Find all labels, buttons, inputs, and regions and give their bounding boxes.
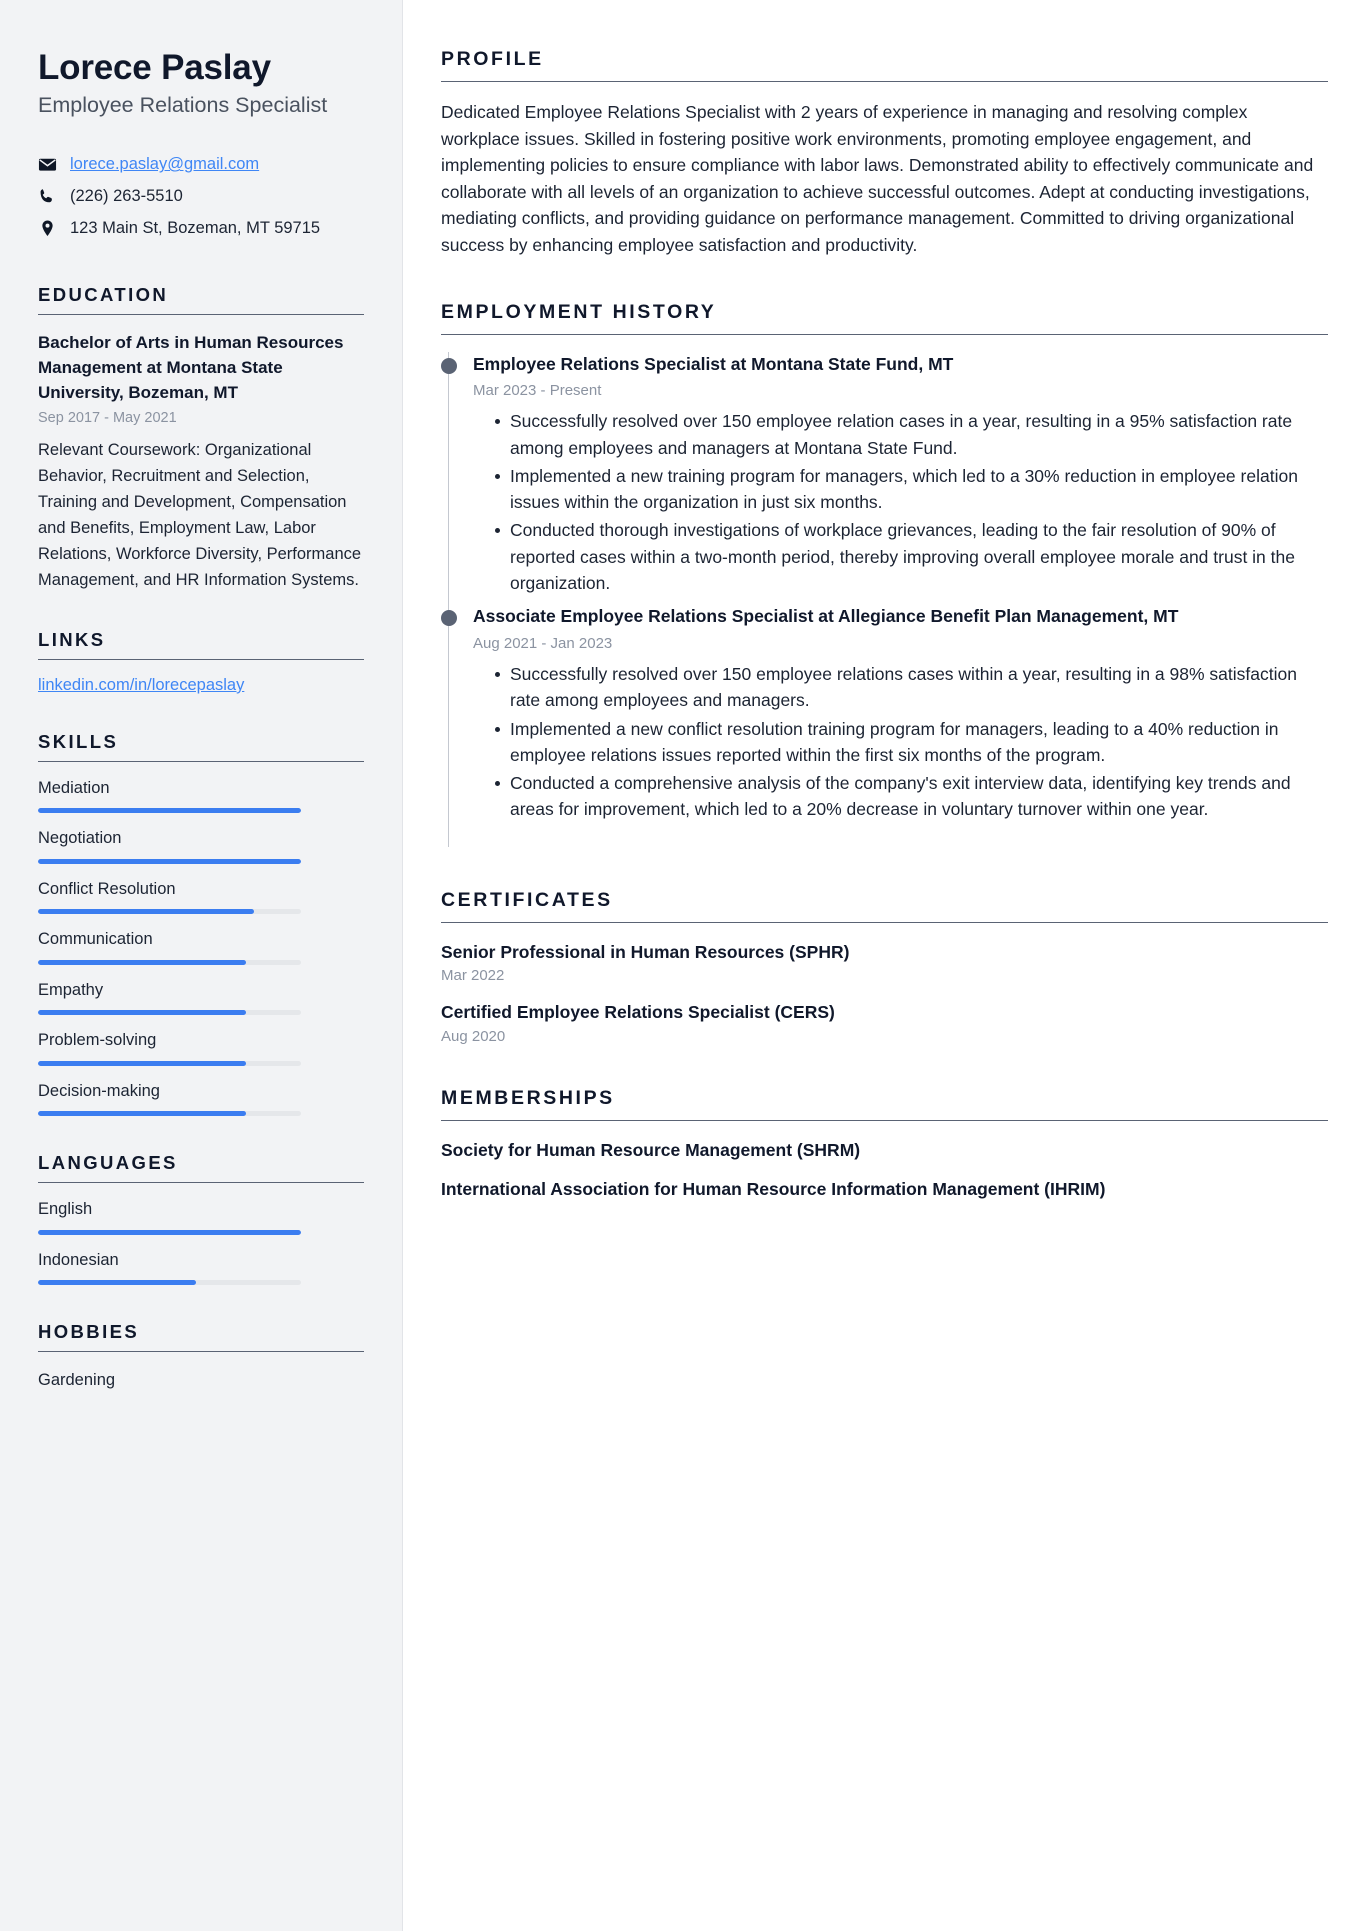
- email-link[interactable]: lorece.paslay@gmail.com: [70, 155, 260, 174]
- timeline-dot-icon: [441, 610, 457, 626]
- language-item: [38, 1199, 364, 1234]
- skill-level-bar: [38, 808, 301, 813]
- language-level-bar: [38, 1230, 301, 1235]
- employment-history-heading: EMPLOYMENT HISTORY: [441, 301, 1328, 335]
- skill-level-bar: [38, 1111, 301, 1116]
- page-title: Lorece Paslay: [38, 48, 271, 87]
- certificates-list: [441, 940, 1328, 1045]
- job-bullet: Implemented a new conflict resolution training program for managers, leading to a 40% reduction in employee relations issues reported within the first six months of the program.: [495, 716, 1328, 769]
- location-pin-icon: [38, 219, 57, 238]
- phone-icon: [38, 187, 57, 206]
- memberships-heading: MEMBERSHIPS: [441, 1087, 1328, 1121]
- skill-item: [38, 980, 364, 1015]
- membership-item: International Association for Human Resource Information Management (IHRIM): [441, 1178, 1106, 1199]
- skill-level-fill: [38, 808, 301, 813]
- profile-section: [441, 48, 1328, 259]
- employment-timeline: [448, 352, 1328, 847]
- skill-label: Conflict Resolution: [38, 879, 176, 898]
- timeline-dot-icon: [441, 358, 457, 374]
- skills-section: [38, 731, 364, 1116]
- language-label: English: [38, 1200, 93, 1219]
- job-bullet: Conducted a comprehensive analysis of the company's exit interview data, identifying key trends and areas for improvement, which led to a 20% decrease in voluntary turnover within one year.: [495, 770, 1328, 823]
- skill-level-fill: [38, 1111, 246, 1116]
- profile-text: Dedicated Employee Relations Specialist with 2 years of experience in managing and resolving complex workplace issues. Skilled in fostering positive work environments, promoting employee engagement, and implementing policies to ensure compliance with labor laws. Demonstrated ability to effectively communicate and collaborate with all levels of an organization to achieve successful outcomes. Adept at conducting investigations, mediating conflicts, and providing guidance on performance management. Committed to driving organizational success by enhancing employee satisfaction and productivity.: [441, 102, 1314, 255]
- skill-label: Mediation: [38, 779, 110, 798]
- skill-label: Decision-making: [38, 1081, 160, 1100]
- links-section: [38, 629, 364, 695]
- certificate-title: Certified Employee Relations Specialist (CERS): [441, 1002, 835, 1022]
- education-section: [38, 284, 364, 593]
- certificate-item: [441, 1000, 1328, 1045]
- job-title: Associate Employee Relations Specialist at Allegiance Benefit Plan Management, MT: [473, 606, 1179, 627]
- language-level-bar: [38, 1280, 301, 1285]
- main-content: [403, 0, 1366, 1931]
- education-description: Relevant Coursework: Organizational Behavior, Recruitment and Selection, Training and Development, Compensation and Benefits, Employment Law, Labor Relations, Workforce Diversity, Performance Management, and HR Information Systems.: [38, 440, 362, 589]
- education-heading: EDUCATION: [38, 284, 364, 315]
- hobbies-section: [38, 1321, 364, 1393]
- contact-phone-row: [38, 184, 364, 209]
- address-text: 123 Main St, Bozeman, MT 59715: [70, 218, 321, 237]
- education-date: Sep 2017 - May 2021: [38, 410, 177, 427]
- linkedin-link[interactable]: linkedin.com/in/lorecepaslay: [38, 676, 245, 695]
- skill-level-fill: [38, 909, 254, 914]
- profile-heading: PROFILE: [441, 48, 1328, 82]
- contact-list: [38, 152, 364, 240]
- job-bullet: Conducted thorough investigations of workplace grievances, leading to the fair resolution of 90% of reported cases within a two-month period, thereby improving overall employee morale and trust in the organization.: [495, 517, 1328, 596]
- job-date-range: Mar 2023 - Present: [473, 382, 602, 400]
- links-heading: LINKS: [38, 629, 364, 660]
- sidebar: [0, 0, 403, 1931]
- job-entry: [449, 352, 1328, 605]
- skills-heading: SKILLS: [38, 731, 364, 762]
- skill-label: Communication: [38, 930, 153, 949]
- skill-label: Problem-solving: [38, 1031, 157, 1050]
- certificates-heading: CERTIFICATES: [441, 889, 1328, 923]
- job-bullet: Successfully resolved over 150 employee relations cases within a year, resulting in a 98% satisfaction rate among employees and managers.: [495, 661, 1328, 714]
- skill-item: [38, 1081, 364, 1116]
- skill-level-bar: [38, 909, 301, 914]
- language-level-fill: [38, 1230, 301, 1235]
- phone-number: (226) 263-5510: [70, 186, 183, 205]
- job-entry: [449, 604, 1328, 846]
- education-title: Bachelor of Arts in Human Resources Management at Montana State University, Bozeman, MT: [38, 333, 344, 402]
- skill-level-bar: [38, 960, 301, 965]
- employment-history-section: [441, 301, 1328, 847]
- hobbies-heading: HOBBIES: [38, 1321, 364, 1352]
- memberships-list: [441, 1138, 1328, 1203]
- job-bullet-list: [473, 408, 1328, 596]
- job-title: Employee Relations Specialist at Montana State Fund, MT: [473, 353, 954, 374]
- contact-address-row: [38, 216, 364, 241]
- skill-item: [38, 828, 364, 863]
- education-item: [38, 331, 364, 593]
- skill-level-fill: [38, 859, 301, 864]
- contact-email-row[interactable]: [38, 152, 364, 177]
- memberships-section: [441, 1087, 1328, 1203]
- job-title-subtitle: Employee Relations Specialist: [38, 93, 328, 118]
- skill-level-fill: [38, 960, 246, 965]
- language-label: Indonesian: [38, 1250, 119, 1269]
- skill-item: [38, 778, 364, 813]
- languages-section: [38, 1152, 364, 1285]
- certificates-section: [441, 889, 1328, 1045]
- skill-item: [38, 879, 364, 914]
- skill-item: [38, 1030, 364, 1065]
- skill-level-bar: [38, 1010, 301, 1015]
- language-item: [38, 1250, 364, 1285]
- job-date-range: Aug 2021 - Jan 2023: [473, 635, 613, 652]
- languages-list: [38, 1199, 364, 1285]
- membership-item: Society for Human Resource Management (SHRM): [441, 1139, 861, 1160]
- certificate-item: [441, 940, 1328, 985]
- skill-level-fill: [38, 1010, 246, 1015]
- skill-level-fill: [38, 1061, 246, 1066]
- skill-level-bar: [38, 859, 301, 864]
- skill-level-bar: [38, 1061, 301, 1066]
- job-bullet: Successfully resolved over 150 employee relation cases in a year, resulting in a 95% satisfaction rate among employees and managers at Montana State Fund.: [495, 408, 1328, 461]
- languages-heading: LANGUAGES: [38, 1152, 364, 1183]
- envelope-icon: [38, 155, 57, 174]
- certificate-date: Aug 2020: [441, 1027, 506, 1045]
- language-level-fill: [38, 1280, 196, 1285]
- certificate-date: Mar 2022: [441, 967, 505, 984]
- hobby-item: Gardening: [38, 1370, 116, 1389]
- skills-list: [38, 778, 364, 1116]
- skill-item: [38, 929, 364, 964]
- skill-label: Empathy: [38, 980, 104, 999]
- job-bullet-list: [473, 661, 1328, 823]
- certificate-title: Senior Professional in Human Resources (SPHR): [441, 941, 850, 962]
- job-bullet: Implemented a new training program for managers, which led to a 30% reduction in employee relation issues within the organization in just six months.: [495, 463, 1328, 516]
- skill-label: Negotiation: [38, 829, 122, 848]
